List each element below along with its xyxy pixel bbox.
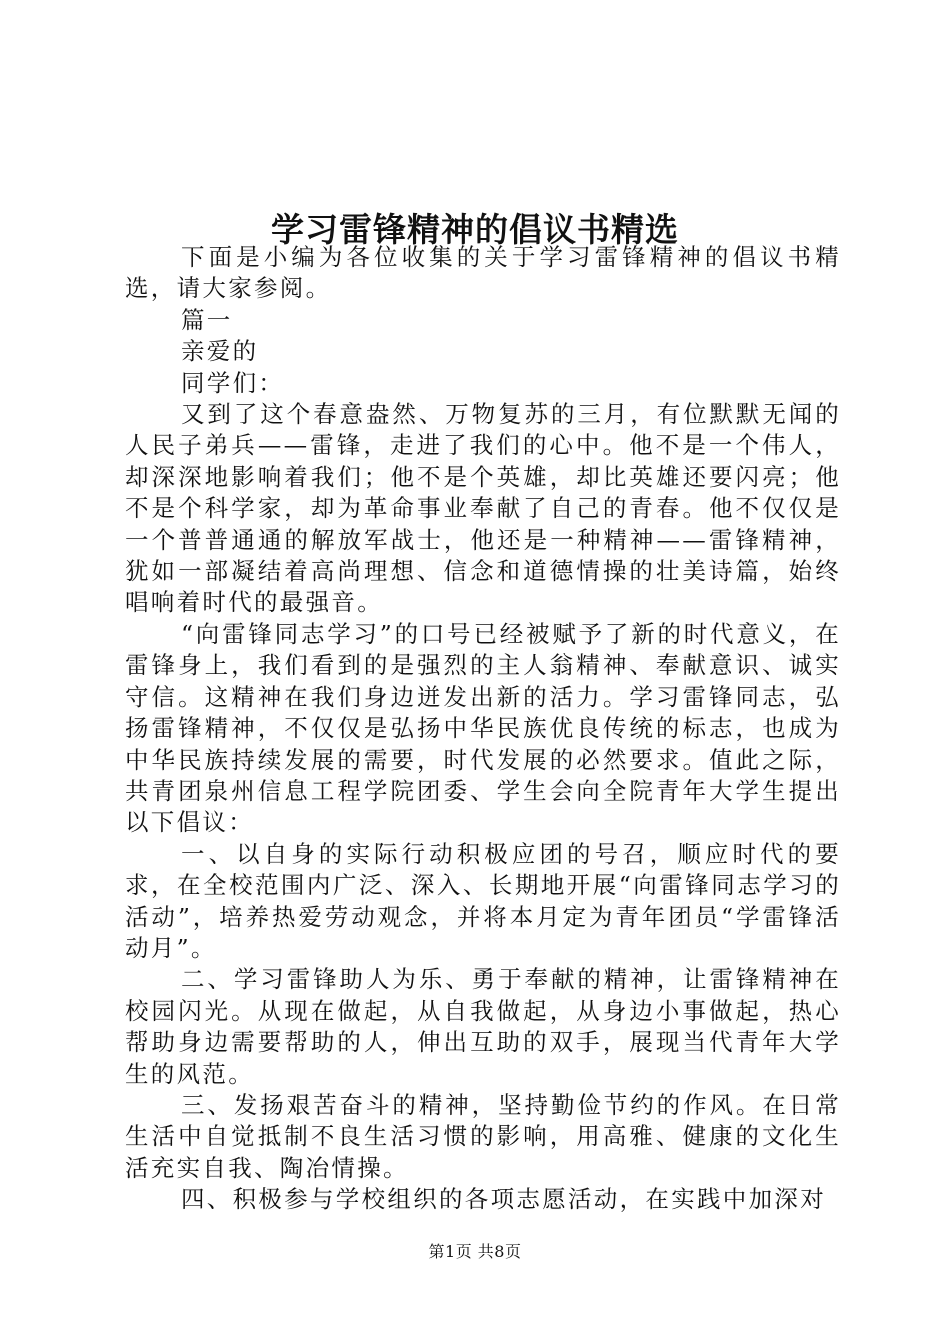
document-body	[125, 242, 841, 1216]
body-paragraph: 又到了这个春意盎然、万物复苏的三月，有位默默无闻的人民子弟兵——雷锋，走进了我们的心中。他不是一个伟人，却深深地影响着我们；他不是个英雄，却比英雄还要闪亮；他不是个科学家，却为革命事业奉献了自己的青春。他不仅仅是一个普普通通的解放军战士，他还是一种精神——雷锋精神，犹如一部凝结着高尚理想、信念和道德情操的壮美诗篇，始终唱响着时代的最强音。	[125, 400, 841, 617]
salutation-line-2: 同学们：	[181, 368, 285, 397]
proposal-item-1: 一、以自身的实际行动积极应团的号召，顺应时代的要求，在全校范围内广泛、深入、长期地开展“向雷锋同志学习的活动”，培养热爱劳动观念，并将本月定为青年团员“学雷锋活动月”。	[125, 839, 841, 962]
proposal-item-2: 二、学习雷锋助人为乐、勇于奉献的精神，让雷锋精神在校园闪光。从现在做起，从自我做起，从身边小事做起，热心帮助身边需要帮助的人，伸出互助的双手，展现当代青年大学生的风范。	[125, 965, 841, 1088]
section-heading: 篇一	[181, 305, 233, 334]
document-title: 学习雷锋精神的倡议书精选	[271, 210, 679, 250]
proposal-item-3: 三、发扬艰苦奋斗的精神，坚持勤俭节约的作风。在日常生活中自觉抵制不良生活习惯的影响，用高雅、健康的文化生活充实自我、陶冶情操。	[125, 1090, 841, 1182]
proposal-item-4: 四、积极参与学校组织的各项志愿活动，在实践中加深对	[181, 1185, 826, 1214]
page-footer: 第1页 共8页	[428, 1242, 522, 1261]
intro-paragraph: 下面是小编为各位收集的关于学习雷锋精神的倡议书精选，请大家参阅。	[125, 243, 841, 303]
body-paragraph: “向雷锋同志学习”的口号已经被赋予了新的时代意义，在雷锋身上，我们看到的是强烈的主人翁精神、奉献意识、诚实守信。这精神在我们身边迸发出新的活力。学习雷锋同志，弘扬雷锋精神，不仅仅是弘扬中华民族优良传统的标志，也成为中华民族持续发展的需要，时代发展的必然要求。值此之际，共青团泉州信息工程学院团委、学生会向全院青年大学生提出以下倡议：	[125, 619, 841, 837]
salutation-line-1: 亲爱的	[181, 337, 259, 366]
